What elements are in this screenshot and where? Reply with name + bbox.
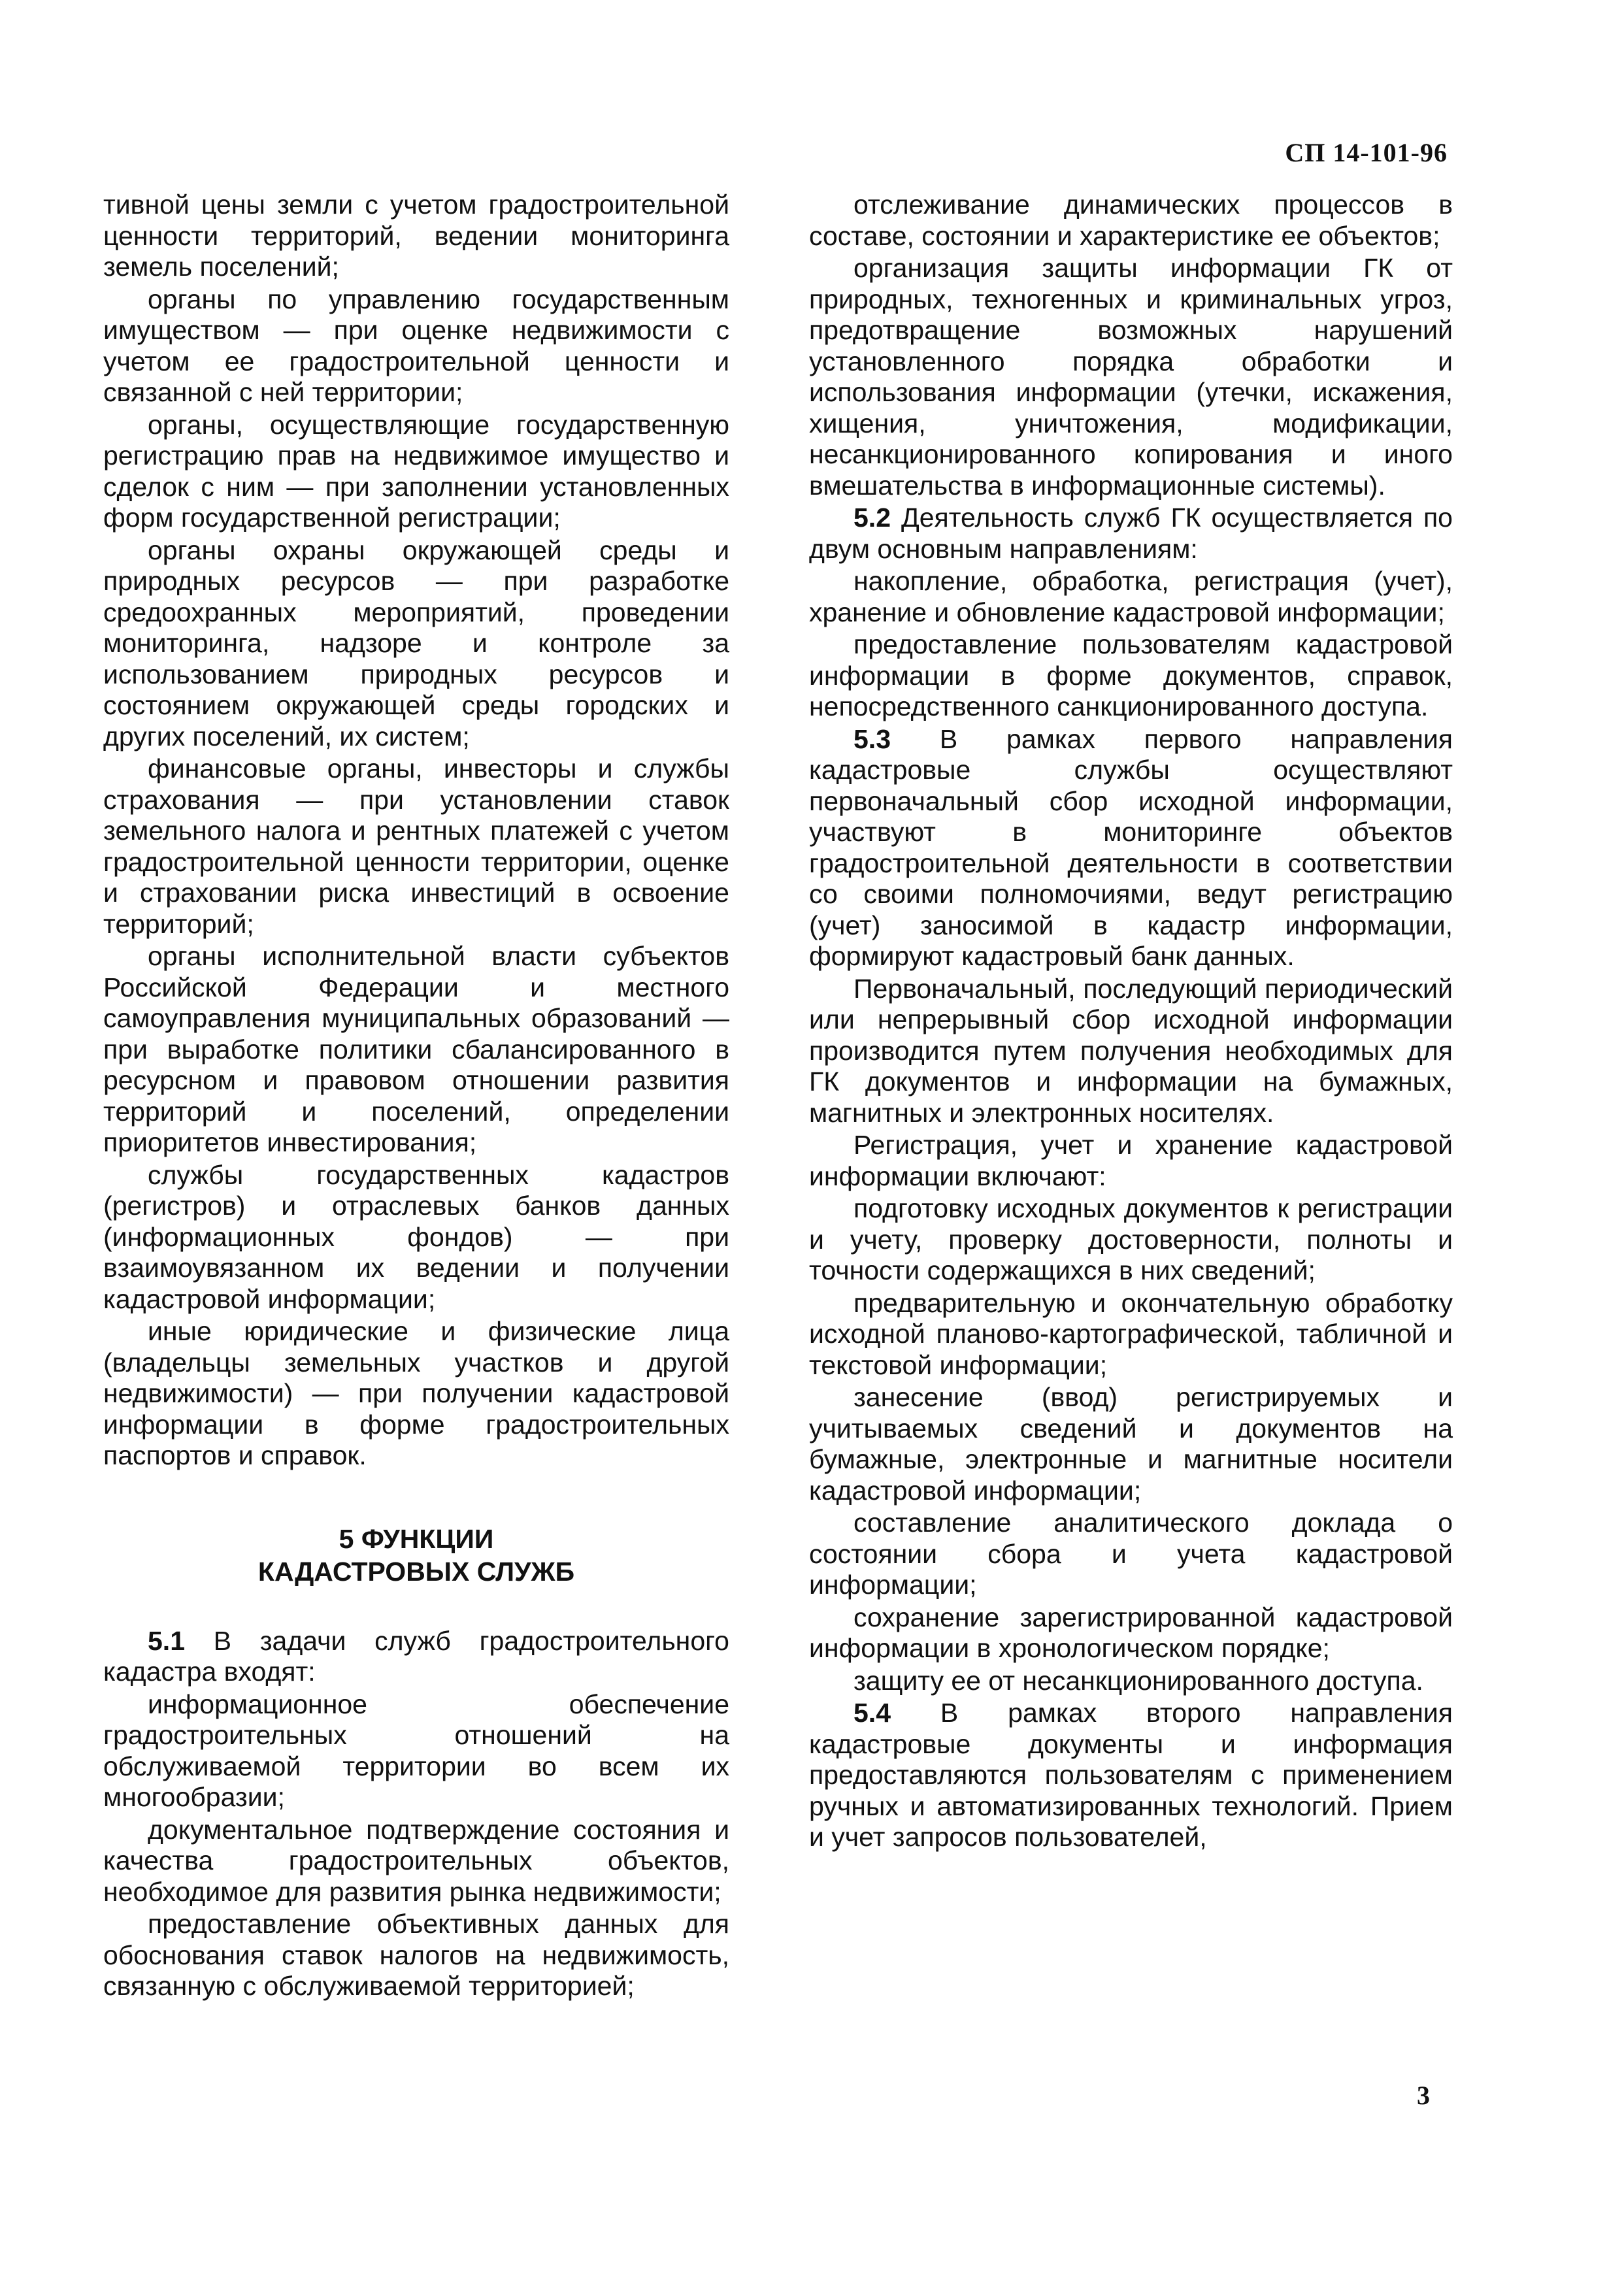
right-block-2 [809,566,1453,723]
paragraph: предоставление объективных данных для обоснования ставок налогов на недвижимость, связанную с обслуживаемой территорией; [103,1909,729,2001]
document-code-header: СП 14-101-96 [1285,138,1448,167]
right-column [809,190,1453,1855]
paragraph: органы исполнительной власти субъектов Российской Федерации и местного самоуправления муниципальных образований — при выработке политики сбалансированного в ресурсном и правовом отношении развития территорий и поселений, определении приоритетов инвестирования; [103,941,729,1157]
paragraph: финансовые органы, инвесторы и службы страхования — при установлении ставок земельного налога и рентных платежей с учетом градостроительной ценности территории, оценке и страховании риска инвестиций в освоение территорий; [103,753,729,939]
right-block-1 [809,190,1453,501]
paragraph: Первоначальный, последующий периодический или непрерывный сбор исходной информации производится путем получения необходимых для ГК документов и информации на бумажных, магнитных и электронных носителях. [809,973,1453,1128]
left-column [103,190,729,2004]
section-title-line1: 5 ФУНКЦИИ [339,1523,494,1554]
paragraph: защиту ее от несанкционированного доступа. [853,1665,1423,1696]
paragraph: подготовку исходных документов к регистрации и учету, проверку достоверности, полноты и точности содержащихся в них сведений; [809,1193,1453,1285]
paragraph: информационное обеспечение градостроительных отношений на обслуживаемой территории во всем их многообразии; [103,1689,729,1812]
right-block-3 [809,974,1453,1697]
clause-5-4 [809,1698,1453,1853]
paragraph: иные юридические и физические лица (владельцы земельных участков и другой недвижимости) — при получении кадастровой информации в форме градостроительных паспортов и справок. [103,1316,729,1470]
paragraph: сохранение зарегистрированной кадастровой информации в хронологическом порядке; [809,1602,1453,1663]
clause-text: В рамках второго направления кадастровые документы и информация предоставляются пользователям с применением ручных и автоматизированных технологий. Прием и учет запросов пользователей, [809,1698,1453,1852]
clause-text: Деятельность служб ГК осуществляется по двум основным направлениям: [809,503,1453,564]
paragraph: отслеживание динамических процессов в составе, состоянии и характеристике ее объектов; [809,190,1453,251]
paragraph: предоставление пользователям кадастровой информации в форме документов, справок, непосредственного санкционированного доступа. [809,629,1453,721]
clause-5-3 [809,724,1453,972]
clause-number: 5.3 [853,723,891,754]
clause-text: В рамках первого направления кадастровые службы осуществляют первоначальный сбор исходной информации, участвуют в мониторинге объектов градостроительной деятельности в соответствии со своими полномочиями, ведут регистрацию (учет) заносимой в кадастр информации, формируют кадастровый банк данных. [809,723,1453,971]
clause-number: 5.1 [148,1625,185,1656]
clause-5-1 [103,1626,729,1688]
paragraph: организация защиты информации ГК от природных, техногенных и криминальных угроз, предотвращение возможных нарушений установленного порядка обработки и использования информации (утечки, искажения, хищения, уничтожения, модификации, несанкционированного копирования и иного вмешательства в информационные системы). [809,253,1453,501]
clause-number: 5.4 [853,1698,891,1728]
page-number: 3 [1417,2081,1430,2110]
paragraph: документальное подтверждение состояния и качества градостроительных объектов, необходимое для развития рынка недвижимости; [103,1814,729,1907]
section-title [103,1523,729,1588]
paragraph: Регистрация, учет и хранение кадастровой информации включают: [809,1130,1453,1191]
section-title-line2: КАДАСТРОВЫХ СЛУЖБ [257,1556,575,1587]
clause-text: В задачи служб градостроительного кадастра входят: [103,1625,729,1687]
clause-number: 5.2 [853,503,891,533]
paragraph: службы государственных кадастров (регистров) и отраслевых банков данных (информационных фондов) — при взаимоувязанном их ведении и получении кадастровой информации; [103,1159,729,1314]
paragraph: занесение (ввод) регистрируемых и учитываемых сведений и документов на бумажные, электронные и магнитные носители кадастровой информации; [809,1382,1453,1506]
left-paragraphs-after [103,1689,729,2002]
paragraph: органы по управлению государственным имуществом — при оценке недвижимости с учетом ее градостроительной ценности и связанной с ней территории; [103,284,729,407]
left-paragraphs-before [103,190,729,1472]
paragraph: органы охраны окружающей среды и природных ресурсов — при разработке средоохранных мероприятий, проведении мониторинга, надзоре и контроле за использованием природных ресурсов и состоянием окружающей среды городских и других поселений, их систем; [103,535,729,751]
paragraph: составление аналитического доклада о состоянии сбора и учета кадастровой информации; [809,1508,1453,1600]
paragraph: тивной цены земли с учетом градостроительной ценности территорий, ведении мониторинга земель поселений; [103,190,729,282]
clause-5-2 [809,503,1453,565]
paragraph: органы, осуществляющие государственную регистрацию прав на недвижимое имущество и сделок с ним — при заполнении установленных форм государственной регистрации; [103,409,729,533]
paragraph: предварительную и окончательную обработку исходной планово-картографической, табличной и текстовой информации; [809,1287,1453,1380]
paragraph: накопление, обработка, регистрация (учет), хранение и обновление кадастровой информации; [809,566,1453,627]
